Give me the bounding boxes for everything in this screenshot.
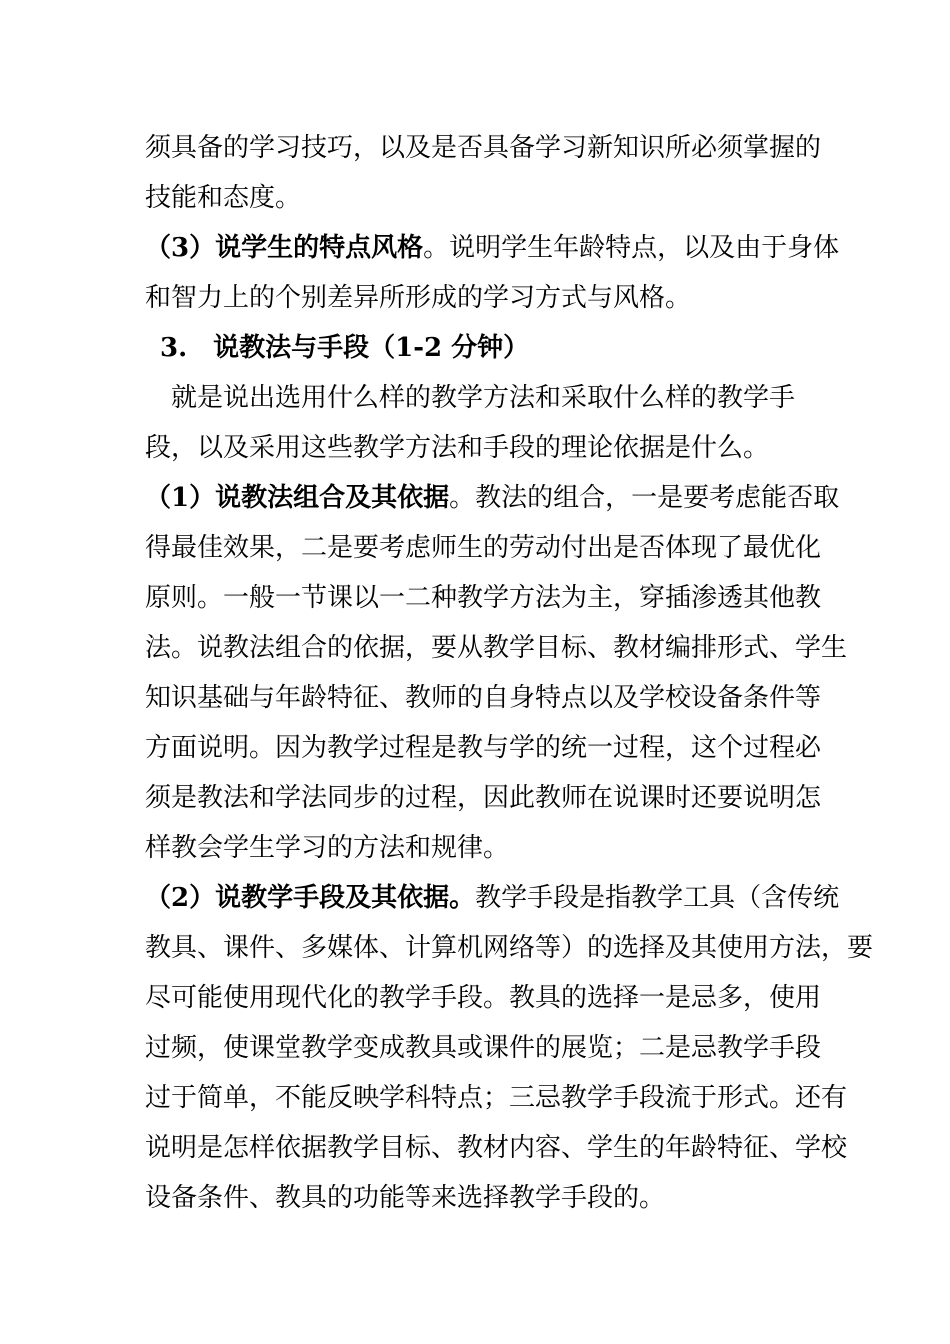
paragraph-line (145, 883, 840, 913)
paragraph-line: 须具备的学习技巧，以及是否具备学习新知识所必须掌握的 (145, 133, 822, 163)
paragraph-line: 设备条件、教具的功能等来选择教学手段的。 (145, 1183, 666, 1213)
paragraph-text: 教学手段是指教学工具（含传统 (475, 883, 840, 913)
paragraph-line: 就是说出选用什么样的教学方法和采取什么样的教学手 (171, 383, 796, 413)
paragraph-line: 原则。一般一节课以一二种教学方法为主，穿插渗透其他教 (145, 583, 822, 613)
paragraph-line: 法。说教法组合的依据，要从教学目标、教材编排形式、学生 (145, 633, 848, 663)
paragraph-line: 教具、课件、多媒体、计算机网络等）的选择及其使用方法，要 (145, 933, 874, 963)
paragraph-line: 说明是怎样依据教学目标、教材内容、学生的年龄特征、学校 (145, 1133, 848, 1163)
paragraph-line: 知识基础与年龄特征、教师的自身特点以及学校设备条件等 (145, 683, 822, 713)
paragraph-line (145, 233, 840, 263)
paragraph-line: 尽可能使用现代化的教学手段。教具的选择一是忌多，使用 (145, 983, 822, 1013)
paragraph-line: 方面说明。因为教学过程是教与学的统一过程，这个过程必 (145, 733, 822, 763)
section-heading-method-combination: （1）说教法组合及其依据 (145, 483, 450, 513)
paragraph-line: 过频，使课堂教学变成教具或课件的展览；二是忌教学手段 (145, 1033, 822, 1063)
paragraph-line: 过于简单，不能反映学科特点；三忌教学手段流于形式。还有 (145, 1083, 848, 1113)
paragraph-line: 得最佳效果，二是要考虑师生的劳动付出是否体现了最优化 (145, 533, 822, 563)
paragraph-text: 。教法的组合，一是要考虑能否取 (449, 483, 840, 513)
paragraph-line: 须是教法和学法同步的过程，因此教师在说课时还要说明怎 (145, 783, 822, 813)
paragraph-line: 样教会学生学习的方法和规律。 (145, 833, 510, 863)
paragraph-line (145, 483, 840, 513)
paragraph-text: 。说明学生年龄特点，以及由于身体 (423, 233, 840, 263)
paragraph-line: 技能和态度。 (145, 183, 302, 213)
paragraph-line: 段，以及采用这些教学方法和手段的理论依据是什么。 (145, 433, 770, 463)
paragraph-line: 和智力上的个别差异所形成的学习方式与风格。 (145, 283, 692, 313)
section-heading-teaching-methods: 3. 说教法与手段（1-2 分钟） (160, 333, 530, 363)
section-heading-students-style: （3）说学生的特点风格 (145, 233, 424, 263)
section-heading-teaching-tools: （2）说教学手段及其依据。 (145, 883, 476, 913)
